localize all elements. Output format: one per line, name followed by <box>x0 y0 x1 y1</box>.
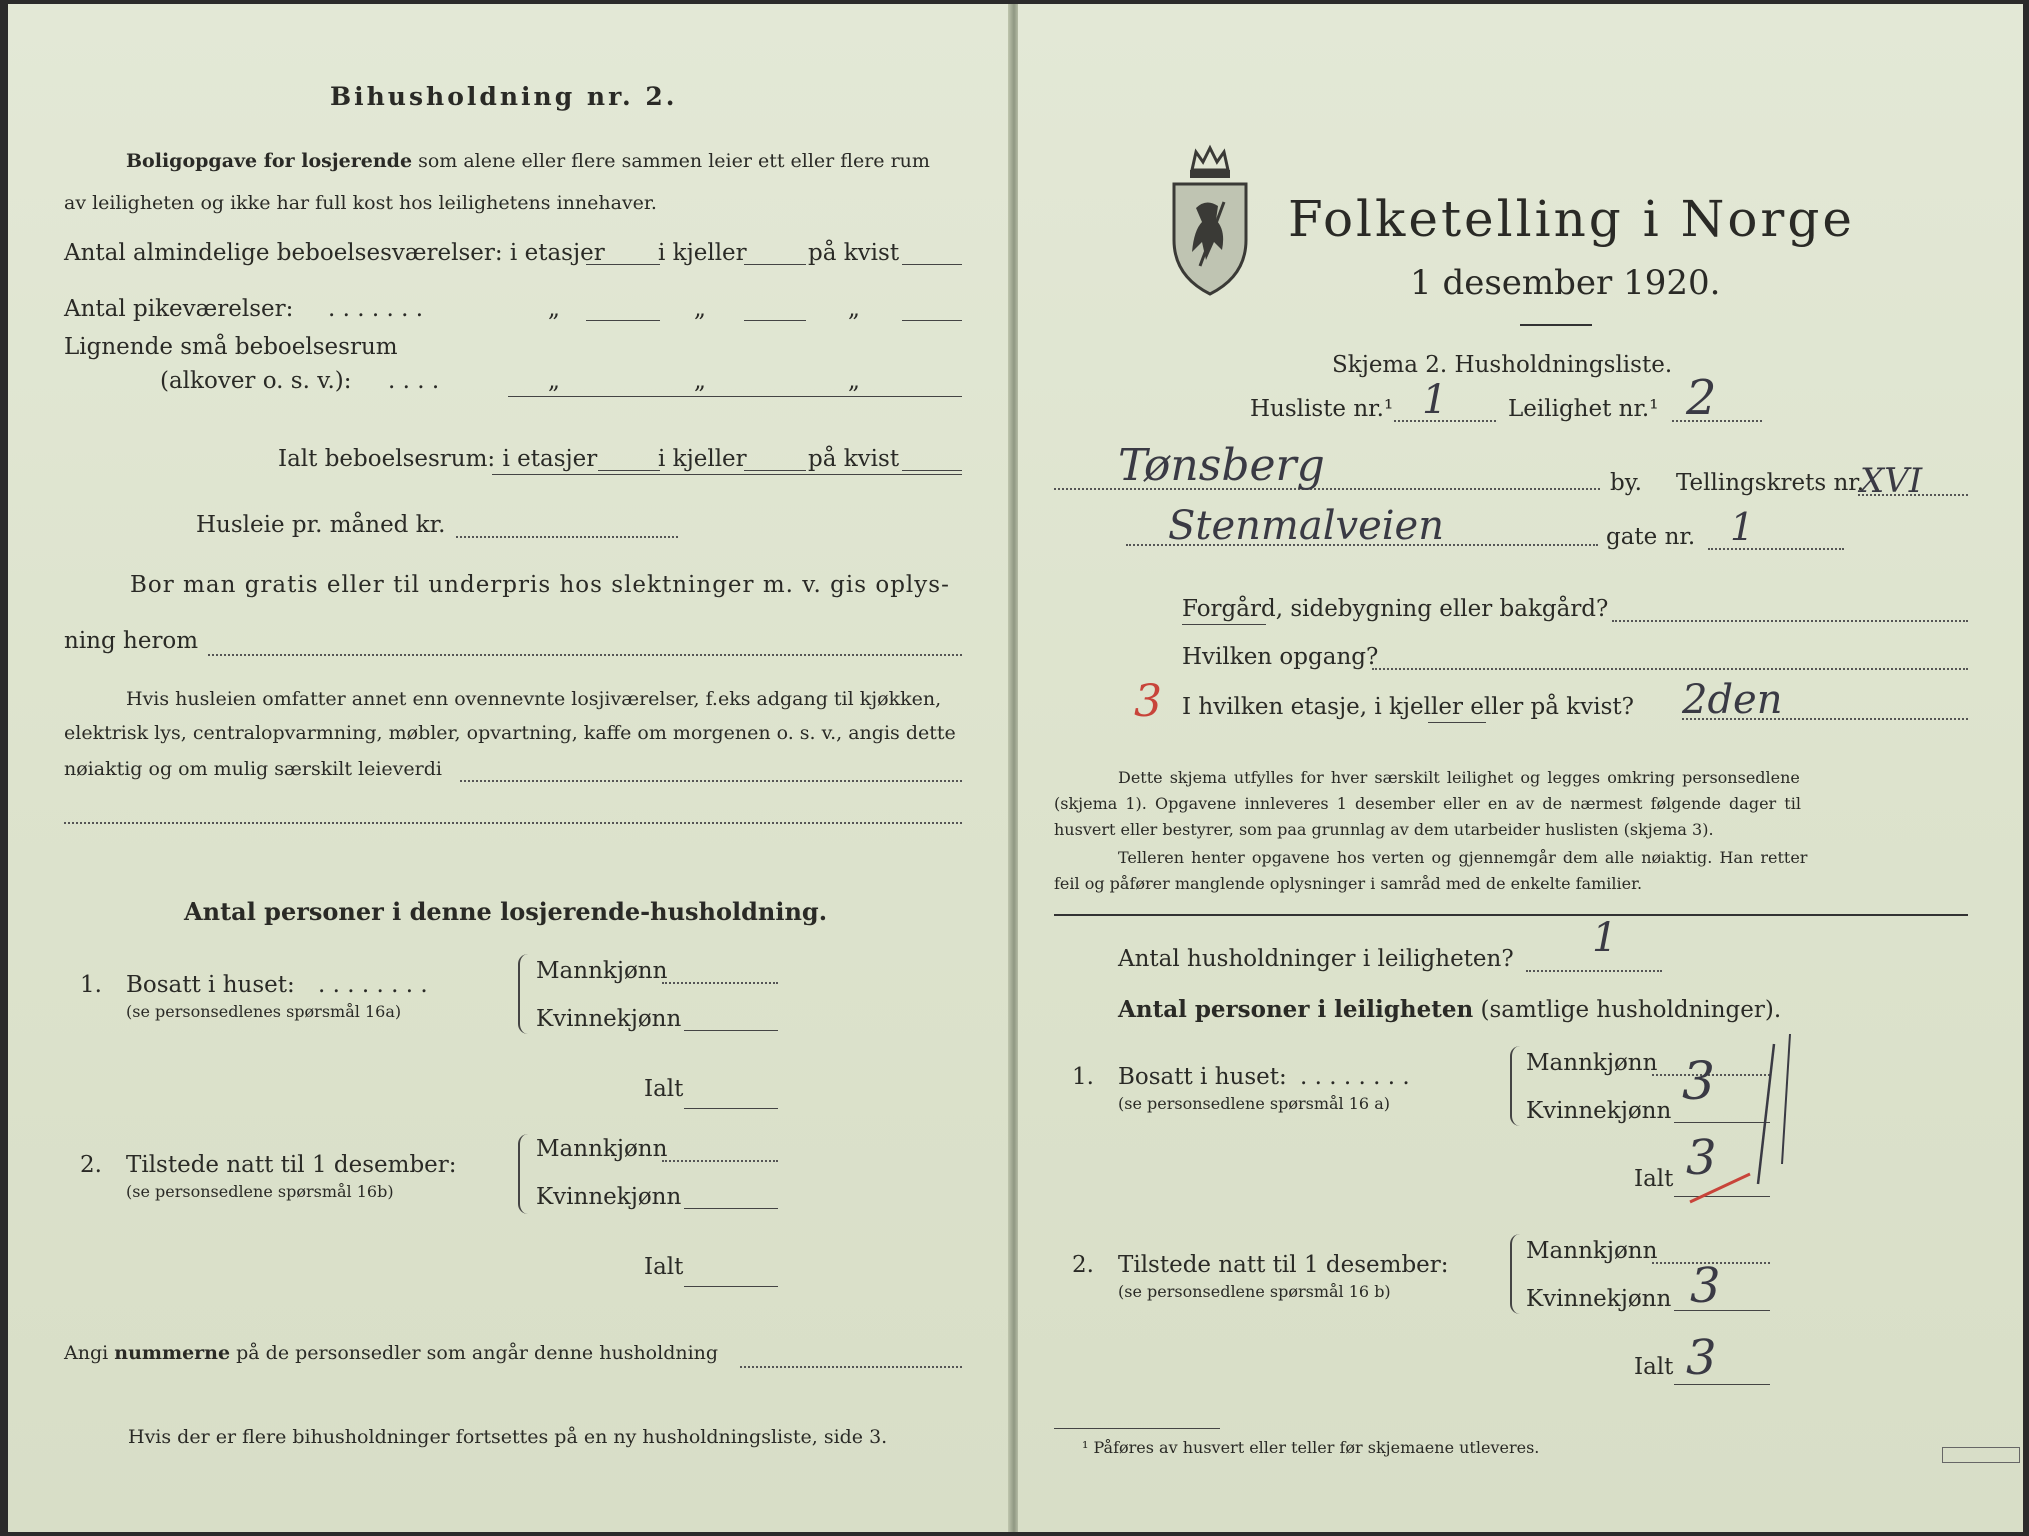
info-line3: husvert eller bestyrer, som paa grunnlag av dem utarbeider huslisten (skjema 3). <box>1054 820 1714 839</box>
right-page <box>1018 4 2023 1532</box>
husleien-line1: Hvis husleien omfatter annet enn ovennevnte losjiværelser, f.eks adgang til kjøkken, <box>126 688 942 710</box>
ialt-kjeller-label: i kjeller <box>658 446 747 472</box>
leilighet-value: 2 <box>1686 370 1717 426</box>
gate-nr-line <box>1708 548 1844 550</box>
angi-rest: på de personsedler som angår denne husholdning <box>236 1342 719 1364</box>
rooms-etasjer-line <box>586 264 660 265</box>
ialt-kvist-line <box>902 470 962 471</box>
right-q1-kvinne-value: 3 <box>1682 1052 1716 1112</box>
left-page <box>8 4 1010 1532</box>
gratis-line2: ning herom <box>64 628 199 654</box>
husleie-label: Husleie pr. måned kr. <box>196 512 446 538</box>
right-q2-mann-label: Mannkjønn <box>1526 1238 1658 1264</box>
printer-stamp <box>1942 1447 2020 1463</box>
info-line4: Telleren henter opgavene hos verten og gjennemgår dem alle nøiaktig. Han retter <box>1118 848 1808 867</box>
angi-bold: nummerne <box>114 1342 231 1364</box>
gratis-line1: Bor man gratis eller til underpris hos slektninger m. v. gis oplys- <box>130 572 950 598</box>
pike-label: Antal pikeværelser: <box>64 296 294 322</box>
rooms-kvist-line <box>902 264 962 265</box>
antal-hush-label: Antal husholdninger i leiligheten? <box>1118 946 1514 972</box>
persons-rest: (samtlige husholdninger). <box>1480 997 1782 1023</box>
etasje-underline <box>1428 722 1486 723</box>
q1-ialt-label: Ialt <box>644 1076 684 1102</box>
alkover-ditto-2: „ <box>694 368 706 394</box>
alkover-dots: . . . . <box>388 368 440 394</box>
rooms-kjeller-line <box>744 264 806 265</box>
alkover-ditto-3: „ <box>848 368 860 394</box>
by-value: Tønsberg <box>1118 440 1325 491</box>
alkover-ditto: „ <box>548 368 560 394</box>
info-line5: feil og påfører manglende oplysninger i samråd med de enkelte familier. <box>1054 874 1643 893</box>
q1-kvinne-line <box>684 1030 778 1031</box>
bihusholdning-heading: Bihusholdning nr. 2. <box>330 82 678 111</box>
q1-brace <box>518 954 530 1034</box>
section-divider <box>1054 914 1968 916</box>
opgang-label: Hvilken opgang? <box>1182 644 1379 670</box>
forgaard-label: Forgård, sidebygning eller bakgård? <box>1182 596 1609 622</box>
etasje-value: 2den <box>1682 677 1783 723</box>
right-q2-ialt-label: Ialt <box>1634 1354 1674 1380</box>
rooms-kjeller-label: i kjeller <box>658 240 747 266</box>
persons-bold: Antal personer i leiligheten <box>1118 996 1474 1023</box>
husliste-label: Husliste nr.¹ <box>1250 396 1394 422</box>
q2-mann-label: Mannkjønn <box>536 1136 668 1162</box>
q1-ialt-line <box>684 1108 778 1109</box>
right-q1-ialt-value: 3 <box>1686 1130 1717 1186</box>
right-q1-mann-label: Mannkjønn <box>1526 1050 1658 1076</box>
angi-pre: Angi <box>64 1342 109 1364</box>
q1-dots: . . . . . . . . <box>318 972 428 998</box>
intro-line2: av leiligheten og ikke har full kost hos leilighetens innehaver. <box>64 192 657 214</box>
intro-rest: som alene eller flere sammen leier ett eller flere rum <box>418 150 930 172</box>
pike-kjeller-line <box>744 320 806 321</box>
gate-label: gate nr. <box>1606 524 1696 550</box>
ialt-underline <box>492 474 962 475</box>
angi-line <box>740 1366 962 1368</box>
alkover-line <box>508 396 962 397</box>
right-q2-num: 2. <box>1072 1252 1094 1278</box>
info-line1: Dette skjema utfylles for hver særskilt leilighet og legges omkring personsedlene <box>1118 768 1800 787</box>
q1-kvinne-label: Kvinnekjønn <box>536 1006 682 1032</box>
tellingskrets-label: Tellingskrets nr. <box>1676 470 1865 496</box>
q1-mann-label: Mannkjønn <box>536 958 668 984</box>
info-line2: (skjema 1). Opgavene innleveres 1 desember eller en av de nærmest følgende dager til <box>1054 794 1801 813</box>
pencil-check-marks-icon <box>1686 1034 1816 1204</box>
rooms-label: Antal almindelige beboelsesværelser: i etasjer <box>64 240 605 266</box>
intro-bold: Boligopgave for losjerende <box>126 150 413 172</box>
right-q1-num: 1. <box>1072 1064 1094 1090</box>
ialt-rooms-label: Ialt beboelsesrum: i etasjer <box>278 446 598 472</box>
right-q1-ialt-label: Ialt <box>1634 1166 1674 1192</box>
norwegian-coat-of-arms-icon <box>1166 144 1254 298</box>
antal-hush-value: 1 <box>1592 915 1618 961</box>
etasje-red-mark: 3 <box>1134 676 1162 727</box>
q2-sub: (se personsedlene spørsmål 16b) <box>126 1182 394 1201</box>
forgaard-line <box>1612 620 1968 622</box>
right-q1-dots: . . . . . . . . <box>1300 1064 1410 1090</box>
right-q1-kvinne-label: Kvinnekjønn <box>1526 1098 1672 1124</box>
schema-label: Skjema 2. Husholdningsliste. <box>1332 352 1673 378</box>
pike-etasjer-line <box>586 320 660 321</box>
q2-ialt-line <box>684 1286 778 1287</box>
pike-kvist-line <box>902 320 962 321</box>
rooms-kvist-label: på kvist <box>808 240 900 266</box>
q1-label: Bosatt i huset: <box>126 972 295 998</box>
right-q2-ialt-value: 3 <box>1686 1330 1717 1386</box>
q1-mann-line <box>662 982 778 984</box>
footnote: ¹ Påføres av husvert eller teller før skjemaene utleveres. <box>1082 1438 1540 1457</box>
right-q1-label: Bosatt i huset: <box>1118 1064 1287 1090</box>
antal-hush-line <box>1526 970 1662 972</box>
forgaard-underline <box>1182 624 1266 625</box>
right-q1-brace <box>1510 1046 1522 1126</box>
pike-dots: . . . . . . . <box>328 296 424 322</box>
opgang-line <box>1372 668 1968 670</box>
q2-label: Tilstede natt til 1 desember: <box>126 1152 457 1178</box>
lign-label: Lignende små beboelsesrum <box>64 334 398 360</box>
leieverdi-line <box>460 780 962 782</box>
ialt-kvist-label: på kvist <box>808 446 900 472</box>
tellingskrets-value: XVI <box>1860 461 1923 501</box>
extra-line <box>64 822 962 824</box>
gate-value: Stenmalveien <box>1168 503 1444 549</box>
left-footer: Hvis der er flere bihusholdninger fortsettes på en ny husholdningsliste, side 3. <box>128 1426 888 1448</box>
q2-brace <box>518 1134 530 1214</box>
husleien-line3: nøiaktig og om mulig særskilt leieverdi <box>64 758 442 780</box>
gratis-line <box>208 654 962 656</box>
persons-heading: Antal personer i denne losjerende-husholdning. <box>184 897 828 926</box>
right-q2-sub: (se personsedlene spørsmål 16 b) <box>1118 1282 1391 1301</box>
gate-nr-value: 1 <box>1730 505 1755 549</box>
q2-ialt-label: Ialt <box>644 1254 684 1280</box>
census-date: 1 desember 1920. <box>1410 263 1721 303</box>
pike-ditto-2: „ <box>694 296 706 322</box>
right-q2-kvinne-line <box>1674 1310 1770 1311</box>
etasje-label: I hvilken etasje, i kjeller eller på kvist? <box>1182 694 1634 720</box>
right-q2-kvinne-label: Kvinnekjønn <box>1526 1286 1672 1312</box>
q2-kvinne-line <box>684 1208 778 1209</box>
alkover-label: (alkover o. s. v.): <box>160 368 352 394</box>
ialt-kjeller-line <box>744 470 806 471</box>
right-q2-kvinne-value: 3 <box>1690 1258 1721 1314</box>
pike-ditto: „ <box>548 296 560 322</box>
q2-mann-line <box>662 1160 778 1162</box>
husleien-line2: elektrisk lys, centralopvarmning, møbler, opvartning, kaffe om morgenen o. s. v., angis dette <box>64 722 956 744</box>
husleie-line <box>456 536 678 538</box>
by-label: by. <box>1610 470 1642 496</box>
right-q2-label: Tilstede natt til 1 desember: <box>1118 1252 1449 1278</box>
pike-ditto-3: „ <box>848 296 860 322</box>
ialt-etasjer-line <box>598 470 660 471</box>
title-divider <box>1520 324 1592 326</box>
census-sheet <box>8 4 2023 1532</box>
right-q1-sub: (se personsedlene spørsmål 16 a) <box>1118 1094 1390 1113</box>
form-title: Folketelling i Norge <box>1288 190 1855 248</box>
q1-sub: (se personsedlenes spørsmål 16a) <box>126 1002 402 1021</box>
footnote-rule <box>1054 1428 1220 1429</box>
q1-num: 1. <box>80 972 102 998</box>
leilighet-label: Leilighet nr.¹ <box>1508 396 1659 422</box>
husliste-value: 1 <box>1422 377 1448 423</box>
q2-kvinne-label: Kvinnekjønn <box>536 1184 682 1210</box>
right-q2-brace <box>1510 1234 1522 1314</box>
q2-num: 2. <box>80 1152 102 1178</box>
